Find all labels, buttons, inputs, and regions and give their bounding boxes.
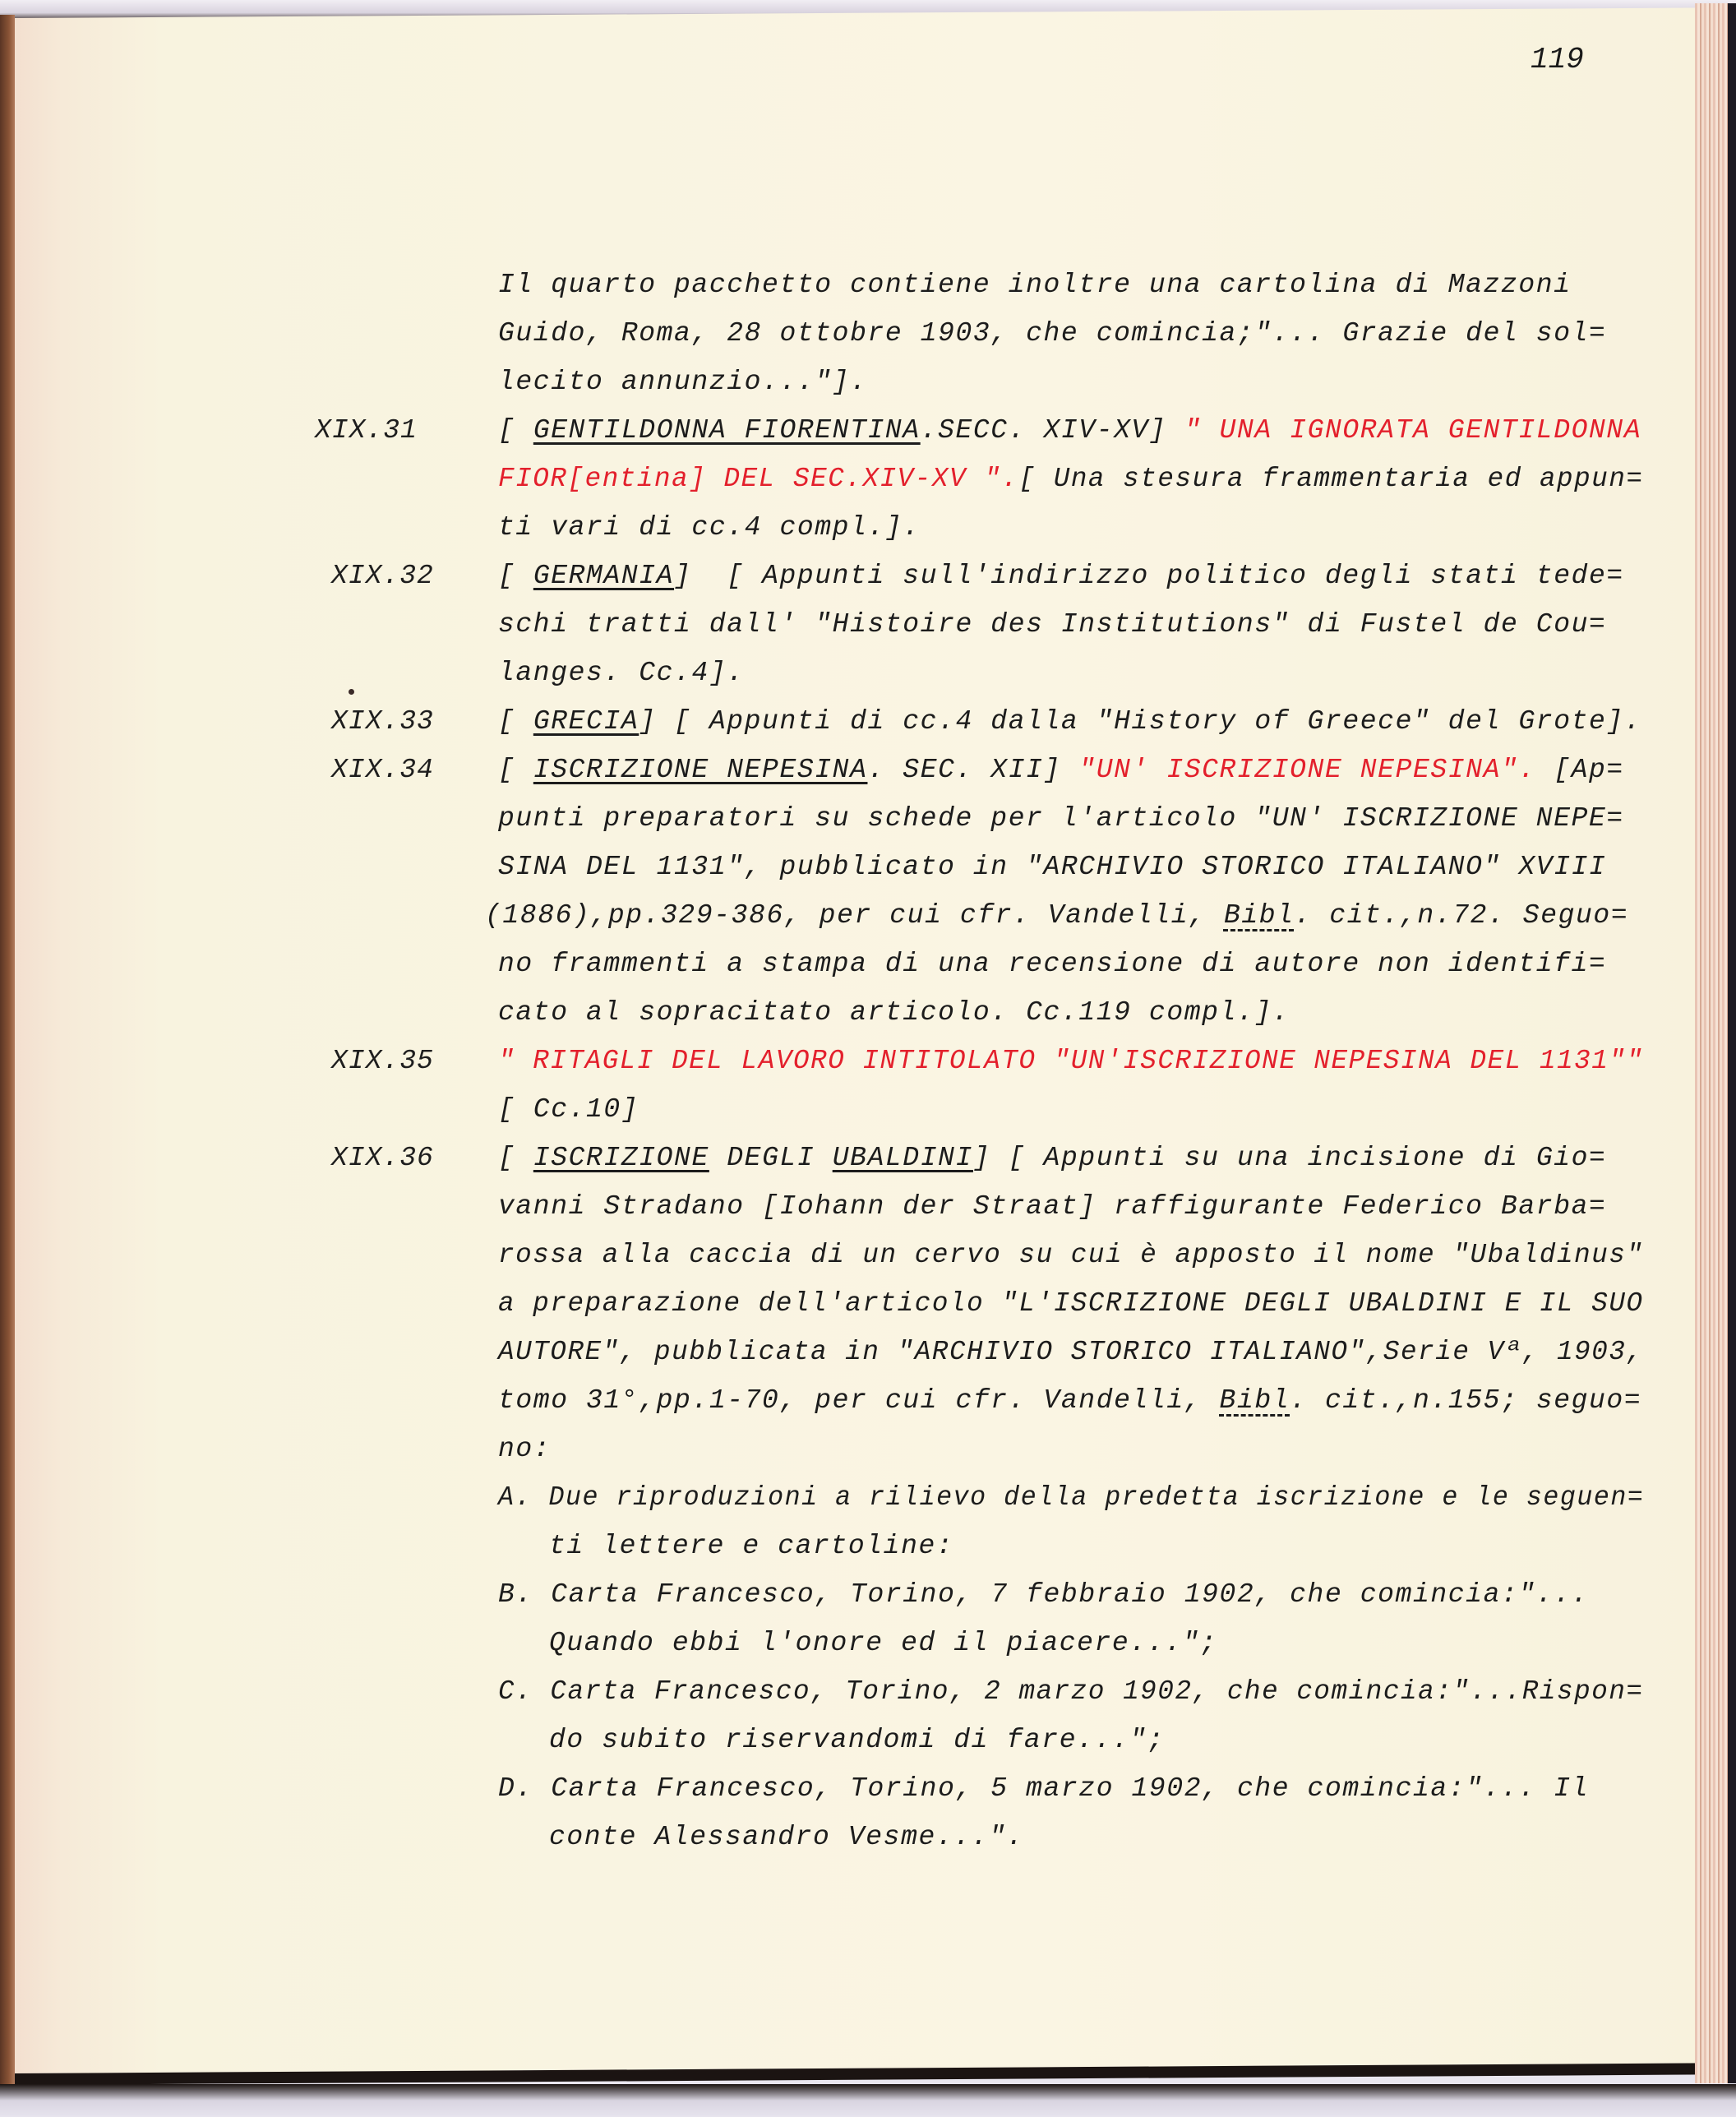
- bibl-abbrev: Bibl: [1219, 1385, 1290, 1416]
- citation-text: . cit.,n.155; seguo=: [1290, 1385, 1642, 1416]
- description: ] [ Appunti su una incisione di Gio=: [972, 1143, 1607, 1173]
- description: ] [ Appunti di cc.4 dalla "History of Greece" del Grote].: [639, 706, 1642, 737]
- title-red: "UN' ISCRIZIONE NEPESINA".: [1078, 755, 1536, 785]
- entry-line: [498, 464, 1644, 494]
- list-item: [498, 1773, 1589, 1804]
- subject-heading: GENTILDONNA FIORENTINA: [533, 415, 921, 446]
- title-red: " RITAGLI DEL LAVORO INTITOLATO "UN'ISCRIZIONE NEPESINA DEL 1131"": [498, 1046, 1644, 1076]
- subject-heading: DEGLI: [709, 1143, 833, 1173]
- list-item-cont: ti lettere e cartoline:: [549, 1531, 954, 1561]
- entry-line: no:: [498, 1434, 552, 1464]
- subject-heading: UBALDINI: [832, 1143, 973, 1173]
- list-text: Due riproduzioni a rilievo della predetta iscrizione e le seguen=: [548, 1482, 1645, 1513]
- entry-line: no frammenti a stampa di una recensione di autore non identifi=: [498, 949, 1607, 979]
- list-item: [498, 1579, 1589, 1610]
- entry-heading: [498, 755, 1624, 785]
- title-red: " UNA IGNORATA GENTILDONNA: [1184, 415, 1642, 446]
- bracket: [: [498, 1143, 533, 1173]
- entry-id: XIX.36: [331, 1143, 434, 1173]
- entry-id: XIX.33: [331, 706, 434, 737]
- list-text: Carta Francesco, Torino, 2 marzo 1902, che comincia:"...Rispon=: [550, 1676, 1644, 1707]
- intro-line: lecito annunzio..."].: [498, 367, 868, 397]
- citation-text: (1886),pp.329-386, per cui cfr. Vandelli,: [485, 900, 1224, 931]
- entry-id: XIX.31: [315, 415, 418, 446]
- entry-line: schi tratti dall' "Histoire des Institutions" di Fustel de Cou=: [498, 609, 1607, 640]
- entry-id: XIX.35: [331, 1046, 434, 1076]
- subject-heading: ISCRIZIONE: [533, 1143, 709, 1173]
- bracket: [: [498, 415, 533, 446]
- heading-date: .SECC. XIV-XV]: [920, 415, 1184, 446]
- entry-line: punti preparatori su schede per l'articolo "UN' ISCRIZIONE NEPE=: [498, 803, 1624, 834]
- entry-line: langes. Cc.4].: [498, 658, 745, 688]
- entry-heading: [498, 561, 1624, 591]
- list-marker: B.: [498, 1579, 533, 1610]
- page-number: 119: [1531, 43, 1584, 76]
- bracket: [: [498, 706, 533, 737]
- list-text: Carta Francesco, Torino, 5 marzo 1902, che comincia:"... Il: [551, 1773, 1590, 1804]
- description: [Ap=: [1535, 755, 1624, 785]
- entry-line: rossa alla caccia di un cervo su cui è apposto il nome "Ubaldinus": [498, 1240, 1644, 1270]
- list-marker: A.: [498, 1482, 533, 1513]
- entry-id: XIX.34: [331, 755, 434, 785]
- description: ] [ Appunti sull'indirizzo politico degli stati tede=: [674, 561, 1624, 591]
- list-marker: C.: [498, 1676, 533, 1707]
- page-edges: [1695, 3, 1736, 2083]
- list-item: [498, 1676, 1644, 1707]
- entry-line: ti vari di cc.4 compl.].: [498, 512, 921, 543]
- subject-heading: GRECIA: [533, 706, 639, 737]
- ink-speck: [349, 689, 354, 695]
- description: [ Una stesura frammentaria ed appun=: [1018, 464, 1644, 494]
- book-bottom-edge: [0, 2084, 1736, 2117]
- citation-text: tomo 31°,pp.1-70, per cui cfr. Vandelli,: [498, 1385, 1220, 1416]
- list-item-cont: conte Alessandro Vesme...".: [549, 1822, 1024, 1852]
- intro-line: Guido, Roma, 28 ottobre 1903, che comincia;"... Grazie del sol=: [498, 318, 1607, 349]
- entry-line: a preparazione dell'articolo "L'ISCRIZIONE DEGLI UBALDINI E IL SUO: [498, 1288, 1644, 1319]
- entry-line: vanni Stradano [Iohann der Straat] raffigurante Federico Barba=: [498, 1191, 1607, 1222]
- list-item-cont: Quando ebbi l'onore ed il piacere...";: [549, 1628, 1218, 1658]
- heading-date: . SEC. XII]: [867, 755, 1079, 785]
- list-item-cont: do subito riservandomi di fare...";: [549, 1725, 1166, 1755]
- entry-line: [485, 900, 1628, 931]
- entry-line: SINA DEL 1131", pubblicato in "ARCHIVIO STORICO ITALIANO" XVIII: [498, 852, 1607, 882]
- citation-text: . cit.,n.72. Seguo=: [1294, 900, 1629, 931]
- entry-line: [498, 1385, 1641, 1416]
- list-text: Carta Francesco, Torino, 7 febbraio 1902, che comincia:"...: [551, 1579, 1590, 1610]
- entry-heading: [498, 706, 1641, 737]
- subject-heading: ISCRIZIONE NEPESINA: [533, 755, 868, 785]
- entry-line: [ Cc.10]: [498, 1094, 639, 1125]
- intro-line: Il quarto pacchetto contiene inoltre una cartolina di Mazzoni: [498, 270, 1572, 300]
- list-marker: D.: [498, 1773, 533, 1804]
- entry-heading: [498, 415, 1641, 446]
- bibl-abbrev: Bibl: [1223, 900, 1295, 931]
- entry-id: XIX.32: [331, 561, 434, 591]
- bracket: [: [498, 755, 533, 785]
- bracket: [: [498, 561, 533, 591]
- entry-line: AUTORE", pubblicata in "ARCHIVIO STORICO ITALIANO",Serie Vª, 1903,: [498, 1337, 1644, 1367]
- list-item: [498, 1482, 1644, 1513]
- subject-heading: GERMANIA: [533, 561, 675, 591]
- entry-line: cato al sopracitato articolo. Cc.119 compl.].: [498, 997, 1290, 1028]
- book-spine-edge: [0, 15, 15, 2087]
- title-red: FIOR[entina] DEL SEC.XIV-XV ".: [498, 464, 1019, 494]
- entry-heading: [498, 1143, 1606, 1173]
